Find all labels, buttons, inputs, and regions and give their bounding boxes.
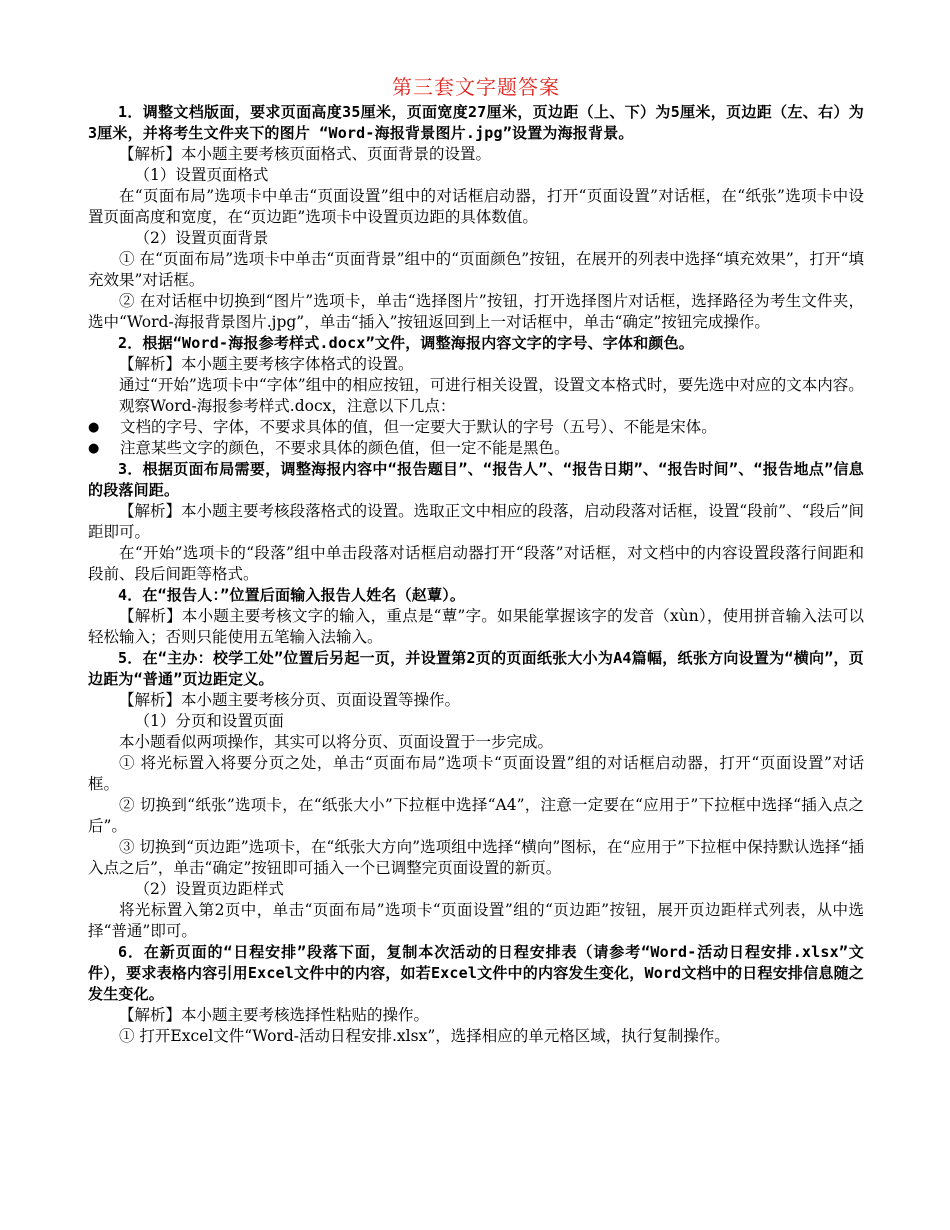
question-4: 4．在“报告人：”位置后面输入报告人姓名（赵蕈）。: [118, 586, 466, 604]
bullet-item: [88, 438, 864, 459]
bullet-item: [88, 417, 864, 438]
analysis-paragraph: 【解析】本小题主要考核选择性粘贴的操作。: [119, 1006, 430, 1024]
analysis-paragraph: 【解析】本小题主要考核段落格式的设置。选取正文中相应的段落，启动段落对话框，设置“段前”、“段后”间距即可。: [88, 502, 864, 541]
step-paragraph: ② 在对话框中切换到“图片”选项卡，单击“选择图片”按钮，打开选择图片对话框，选择路径为考生文件夹，选中“Word-海报背景图片.jpg”，单击“插入”按钮返回到上一对话框中，单击“确定”按钮完成操作。: [88, 292, 864, 331]
body-paragraph: 在“开始”选项卡的“段落”组中单击段落对话框启动器打开“段落”对话框，对文档中的内容设置段落行间距和段前、段后间距等格式。: [88, 544, 864, 583]
bullet-text: 文档的字号、字体，不要求具体的值，但一定要大于默认的字号（五号）、不能是宋体。: [120, 418, 717, 436]
step-paragraph: ① 将光标置入将要分页之处，单击“页面布局”选项卡“页面设置”组的对话框启动器，打开“页面设置”对话框。: [88, 754, 864, 793]
bullet-icon: ●: [88, 441, 100, 456]
step-paragraph: ① 打开Excel文件“Word-活动日程安排.xlsx”，选择相应的单元格区域，执行复制操作。: [119, 1027, 730, 1045]
document-page: [88, 72, 864, 1047]
sub-heading: （1）分页和设置页面: [134, 712, 284, 730]
step-paragraph: ① 在“页面布局”选项卡中单击“页面背景”组中的“页面颜色”按钮，在展开的列表中选择“填充效果”，打开“填充效果”对话框。: [88, 250, 864, 289]
body-paragraph: 本小题看似两项操作，其实可以将分页、页面设置于一步完成。: [119, 733, 554, 751]
body-paragraph: 通过“开始”选项卡中“字体”组中的相应按钮，可进行相关设置，设置文本格式时，要先选中对应的文本内容。: [119, 376, 864, 394]
sub-heading: （2）设置页面背景: [134, 229, 269, 247]
document-title: 第三套文字题答案: [392, 75, 560, 99]
analysis-paragraph: 【解析】本小题主要考核页面格式、页面背景的设置。: [119, 145, 492, 163]
sub-heading: （1）设置页面格式: [134, 166, 269, 184]
bullet-icon: ●: [88, 420, 100, 435]
body-paragraph: 将光标置入第2页中，单击“页面布局”选项卡“页面设置”组的“页边距”按钮，展开页边距样式列表，从中选择“普通”即可。: [88, 901, 864, 940]
bullet-text: 注意某些文字的颜色，不要求具体的颜色值，但一定不能是黑色。: [120, 439, 570, 457]
body-paragraph: 在“页面布局”选项卡中单击“页面设置”组中的对话框启动器，打开“页面设置”对话框，在“纸张”选项卡中设置页面高度和宽度，在“页边距”选项卡中设置页边距的具体数值。: [88, 187, 864, 226]
step-paragraph: ③ 切换到“页边距”选项卡，在“纸张大方向”选项组中选择“横向”图标，在“应用于”下拉框中保持默认选择“插入点之后”，单击“确定”按钮即可插入一个已调整完页面设置的新页。: [88, 838, 864, 877]
analysis-paragraph: 【解析】本小题主要考核文字的输入，重点是“蕈”字。如果能掌握该字的发音（xùn），使用拼音输入法可以轻松输入；否则只能使用五笔输入法输入。: [88, 607, 864, 646]
analysis-paragraph: 【解析】本小题主要考核字体格式的设置。: [119, 355, 414, 373]
question-2: 2．根据“Word-海报参考样式.docx”文件，调整海报内容文字的字号、字体和颜色。: [118, 334, 695, 352]
question-6: 6．在新页面的“日程安排”段落下面，复制本次活动的日程安排表（请参考“Word-活动日程安排.xlsx”文件），要求表格内容引用Excel文件中的内容，如若Excel文件中的内容发生变化，Word文档中的日程安排信息随之发生变化。: [88, 943, 864, 1003]
step-paragraph: ② 切换到“纸张”选项卡，在“纸张大小”下拉框中选择“A4”，注意一定要在“应用于”下拉框中选择“插入点之后”。: [88, 796, 864, 835]
question-5: 5．在“主办：校学工处”位置后另起一页，并设置第2页的页面纸张大小为A4篇幅，纸张方向设置为“横向”，页边距为“普通”页边距定义。: [88, 649, 864, 688]
analysis-paragraph: 【解析】本小题主要考核分页、页面设置等操作。: [119, 691, 461, 709]
question-1: 1．调整文档版面，要求页面高度35厘米，页面宽度27厘米，页边距（上、下）为5厘米，页边距（左、右）为3厘米，并将考生文件夹下的图片 “Word-海报背景图片.jpg”设置为海报背景。: [88, 103, 864, 142]
question-3: 3．根据页面布局需要，调整海报内容中“报告题目”、“报告人”、“报告日期”、“报告时间”、“报告地点”信息的段落间距。: [88, 460, 864, 499]
sub-heading: （2）设置页边距样式: [134, 880, 284, 898]
body-paragraph: 观察Word-海报参考样式.docx，注意以下几点：: [119, 397, 456, 415]
